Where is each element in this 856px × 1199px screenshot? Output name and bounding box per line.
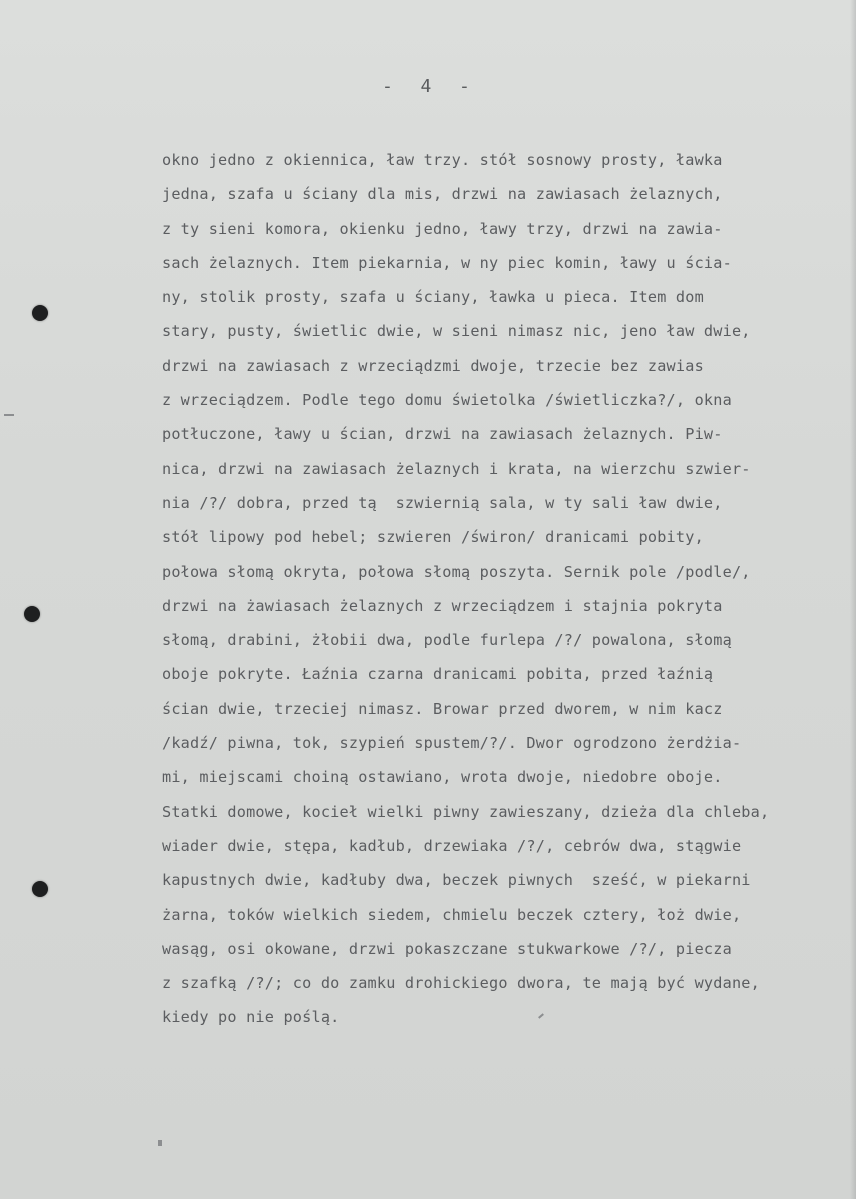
text-line: z ty sieni komora, okienku jedno, ławy trzy, drzwi na zawia-: [162, 219, 723, 238]
text-line: słomą, drabini, żłobii dwa, podle furlepa /?/ powalona, słomą: [162, 631, 732, 650]
text-line: z szafką /?/; co do zamku drohickiego dwora, te mają być wydane,: [162, 974, 760, 993]
margin-mark: [158, 1140, 162, 1146]
text-line: nica, drzwi na zawiasach żelaznych i krata, na wierzchu szwier-: [162, 459, 751, 478]
punch-hole: [32, 881, 48, 897]
text-line: sach żelaznych. Item piekarnia, w ny piec komin, ławy u ścia-: [162, 253, 732, 272]
text-line: mi, miejscami choiną ostawiano, wrota dwoje, niedobre oboje.: [162, 768, 723, 787]
text-line: /kadź/ piwna, tok, szypień spustem/?/. Dwor ogrodzono żerdżia-: [162, 734, 742, 753]
punch-hole: [24, 606, 40, 622]
text-line: stary, pusty, świetlic dwie, w sieni nimasz nic, jeno ław dwie,: [162, 322, 751, 341]
text-line: potłuczone, ławy u ścian, drzwi na zawiasach żelaznych. Piw-: [162, 425, 723, 444]
text-line: drzwi na zawiasach z wrzeciądzmi dwoje, trzecie bez zawias: [162, 356, 704, 375]
margin-mark: [4, 414, 14, 416]
text-line: z wrzeciądzem. Podle tego domu świetolka /świetliczka?/, okna: [162, 391, 732, 410]
text-line: oboje pokryte. Łaźnia czarna dranicami pobita, przed łaźnią: [162, 665, 714, 684]
text-line: wasąg, osi okowane, drzwi pokaszczane stukwarkowe /?/, piecza: [162, 939, 732, 958]
text-line: drzwi na żawiasach żelaznych z wrzeciądzem i stajnia pokryta: [162, 596, 723, 615]
text-line: okno jedno z okiennica, ław trzy. stół sosnowy prosty, ławka: [162, 151, 723, 169]
text-line: kapustnych dwie, kadłuby dwa, beczek piwnych sześć, w piekarni: [162, 871, 751, 890]
text-line: nia /?/ dobra, przed tą szwiernią sala, w ty sali ław dwie,: [162, 493, 723, 512]
page-number: - 4 -: [382, 76, 472, 97]
document-body: [162, 143, 852, 1035]
text-line: Statki domowe, kocieł wielki piwny zawieszany, dzieża dla chleba,: [162, 802, 770, 821]
text-line: żarna, toków wielkich siedem, chmielu beczek cztery, łoż dwie,: [162, 905, 742, 924]
text-line: wiader dwie, stępa, kadłub, drzewiaka /?/, cebrów dwa, stągwie: [162, 836, 742, 855]
text-line: połowa słomą okryta, połowa słomą poszyta. Sernik pole /podle/,: [162, 562, 751, 581]
punch-hole: [32, 305, 48, 321]
text-line: ścian dwie, trzeciej nimasz. Browar przed dworem, w nim kacz: [162, 699, 723, 718]
text-line: jedna, szafa u ściany dla mis, drzwi na zawiasach żelaznych,: [162, 185, 723, 204]
text-line: ny, stolik prosty, szafa u ściany, ławka u pieca. Item dom: [162, 288, 704, 307]
text-line: kiedy po nie poślą.: [162, 1008, 340, 1027]
text-line: stół lipowy pod hebel; szwieren /świron/ dranicami pobity,: [162, 528, 704, 547]
page-edge-shadow: [850, 0, 856, 1199]
